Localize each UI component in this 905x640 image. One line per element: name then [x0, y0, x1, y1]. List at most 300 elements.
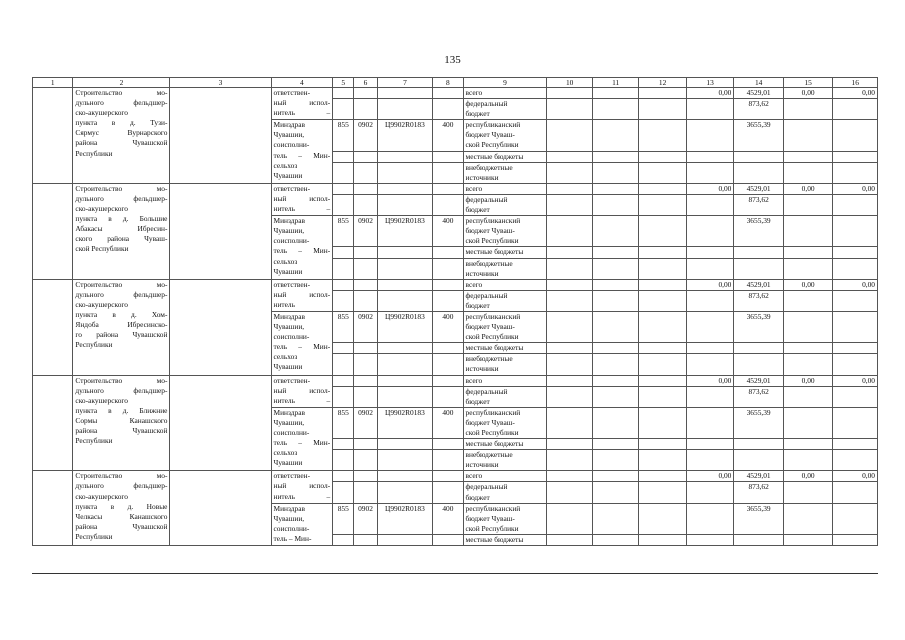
executor-line: соисполни- [273, 236, 310, 246]
code-rzpr [354, 471, 377, 482]
value-col10 [547, 386, 592, 407]
responsible-executor [271, 375, 333, 407]
description-line: ско-акушерского [75, 108, 128, 118]
value-col14: 3655,39 [734, 311, 784, 342]
value-col13 [686, 151, 734, 162]
executor-line: сельхоз [273, 256, 298, 266]
code-grbs [333, 247, 354, 258]
description-line: ской Республики [75, 244, 129, 254]
executor-line: ный испол- [273, 98, 331, 108]
executor-line: ответствен- [273, 279, 311, 289]
code-grbs [333, 439, 354, 450]
table-row [33, 375, 878, 386]
value-col13 [686, 450, 734, 471]
description-line: Строительство мо- [75, 88, 168, 97]
code-rzpr [354, 183, 377, 194]
value-col11 [592, 482, 638, 503]
value-col12 [639, 247, 687, 258]
code-grbs [333, 99, 354, 120]
executor-line: ный испол- [273, 481, 331, 491]
code-csr [377, 258, 433, 279]
responsible-executor [271, 279, 333, 311]
code-grbs [333, 534, 354, 545]
description-line: ско-акушерского [75, 204, 128, 214]
value-col12 [639, 482, 687, 503]
target-indicator-cell [170, 183, 271, 279]
value-col13 [686, 194, 734, 215]
code-grbs [333, 151, 354, 162]
row-number-cell [33, 471, 73, 546]
value-col14 [734, 162, 784, 183]
value-col16 [833, 534, 878, 545]
code-rzpr [354, 279, 377, 290]
value-col15 [783, 343, 833, 354]
value-col12 [639, 407, 687, 438]
code-rzpr [354, 482, 377, 503]
code-csr [377, 471, 433, 482]
code-csr [377, 247, 433, 258]
funding-source: внебюджетные источники [463, 258, 547, 279]
column-header: 14 [734, 78, 784, 88]
value-col12 [639, 216, 687, 247]
code-grbs [333, 88, 354, 99]
target-indicator-cell [170, 279, 271, 375]
value-col14 [734, 343, 784, 354]
value-col16 [833, 258, 878, 279]
value-col11 [592, 407, 638, 438]
value-col14 [734, 450, 784, 471]
value-col10 [547, 247, 592, 258]
funding-source: местные бюджеты [463, 343, 547, 354]
column-header: 13 [686, 78, 734, 88]
value-col13 [686, 354, 734, 375]
executor-line: сельхоз [273, 448, 298, 458]
table-row [33, 183, 878, 194]
responsible-executor [271, 88, 333, 120]
event-description [73, 88, 170, 184]
code-rzpr [354, 258, 377, 279]
executor-line: соисполни- [273, 140, 310, 150]
code-grbs [333, 279, 354, 290]
value-col16 [833, 247, 878, 258]
funding-source: внебюджетные источники [463, 450, 547, 471]
code-vr [433, 258, 463, 279]
code-rzpr: 0902 [354, 407, 377, 438]
value-col10 [547, 194, 592, 215]
executor-line: Минздрав [273, 407, 306, 417]
executor-line: сельхоз [273, 160, 298, 170]
code-vr [433, 194, 463, 215]
value-col14: 3655,39 [734, 407, 784, 438]
value-col12 [639, 258, 687, 279]
value-col10 [547, 503, 592, 534]
description-line: Челкасы Канашского [75, 511, 168, 521]
value-col16: 0,00 [833, 88, 878, 99]
code-csr: Ц9902R0183 [377, 311, 433, 342]
value-col12 [639, 279, 687, 290]
value-col11 [592, 343, 638, 354]
value-col16 [833, 194, 878, 215]
value-col13 [686, 99, 734, 120]
code-vr [433, 343, 463, 354]
funding-source: федеральный бюджет [463, 99, 547, 120]
page-number: 135 [444, 54, 461, 66]
funding-source: федеральный бюджет [463, 386, 547, 407]
executor-line: ный испол- [273, 193, 331, 203]
value-col11 [592, 194, 638, 215]
value-col14: 3655,39 [734, 120, 784, 151]
executor-line: ответствен- [273, 88, 311, 97]
column-header: 1 [33, 78, 73, 88]
column-header: 9 [463, 78, 547, 88]
target-indicator-cell [170, 88, 271, 184]
value-col12 [639, 354, 687, 375]
executor-line: нитель [273, 299, 295, 309]
code-grbs: 855 [333, 216, 354, 247]
description-line: района Чувашской [75, 426, 168, 435]
column-header: 5 [333, 78, 354, 88]
executor-line: нитель – [273, 204, 331, 214]
value-col13 [686, 258, 734, 279]
value-col16 [833, 99, 878, 120]
description-line: го района Чувашской [75, 330, 168, 340]
code-vr [433, 482, 463, 503]
value-col11 [592, 99, 638, 120]
table-body [33, 78, 878, 546]
code-vr [433, 290, 463, 311]
value-col15: 0,00 [783, 88, 833, 99]
code-grbs [333, 183, 354, 194]
executor-line: Минздрав [273, 216, 306, 226]
value-col11 [592, 450, 638, 471]
description-line: дульного фельдшер- [75, 98, 168, 108]
value-col11 [592, 216, 638, 247]
funding-source: республиканский бюджет Чуваш- ской Республики [463, 216, 547, 247]
value-col16: 0,00 [833, 183, 878, 194]
code-vr [433, 450, 463, 471]
description-line: Республики [75, 531, 113, 541]
executor-line: Минздрав [273, 503, 306, 513]
value-col16: 0,00 [833, 471, 878, 482]
executor-line: Чувашии, [273, 417, 305, 427]
row-number-cell [33, 88, 73, 184]
value-col13: 0,00 [686, 375, 734, 386]
value-col13 [686, 534, 734, 545]
value-col13 [686, 311, 734, 342]
value-col12 [639, 151, 687, 162]
description-line: Сярмус Вурнарского [75, 128, 168, 138]
code-vr: 400 [433, 503, 463, 534]
value-col13 [686, 482, 734, 503]
row-number-cell [33, 279, 73, 375]
value-col13 [686, 386, 734, 407]
value-col14 [734, 247, 784, 258]
code-vr: 400 [433, 311, 463, 342]
value-col10 [547, 439, 592, 450]
funding-source: республиканский бюджет Чуваш- ской Республики [463, 503, 547, 534]
code-grbs [333, 450, 354, 471]
description-line: пункта в д. Большие [75, 214, 168, 224]
description-line: Строительство мо- [75, 471, 168, 481]
column-header: 16 [833, 78, 878, 88]
funding-source: внебюджетные источники [463, 162, 547, 183]
value-col15 [783, 120, 833, 151]
code-csr [377, 450, 433, 471]
code-csr [377, 439, 433, 450]
description-line: ско-акушерского [75, 299, 128, 309]
executor-line: соисполни- [273, 523, 310, 533]
description-line: Строительство мо- [75, 279, 168, 289]
code-csr [377, 375, 433, 386]
code-grbs [333, 343, 354, 354]
funding-source: местные бюджеты [463, 439, 547, 450]
code-csr: Ц9902R0183 [377, 120, 433, 151]
value-col14 [734, 439, 784, 450]
funding-source: всего [463, 279, 547, 290]
value-col14: 873,62 [734, 194, 784, 215]
value-col13: 0,00 [686, 88, 734, 99]
value-col10 [547, 216, 592, 247]
executor-line: сельхоз [273, 352, 298, 362]
code-rzpr [354, 343, 377, 354]
value-col12 [639, 450, 687, 471]
value-col13: 0,00 [686, 183, 734, 194]
value-col16 [833, 120, 878, 151]
target-indicator-cell [170, 471, 271, 546]
executor-line: Чувашии [273, 170, 303, 180]
value-col10 [547, 534, 592, 545]
funding-source: всего [463, 88, 547, 99]
value-col15 [783, 534, 833, 545]
value-col14: 4529,01 [734, 88, 784, 99]
value-col11 [592, 183, 638, 194]
value-col11 [592, 375, 638, 386]
column-header: 11 [592, 78, 638, 88]
code-rzpr: 0902 [354, 120, 377, 151]
column-header: 12 [639, 78, 687, 88]
code-rzpr [354, 386, 377, 407]
description-line: Строительство мо- [75, 183, 168, 193]
value-col15 [783, 151, 833, 162]
code-grbs [333, 290, 354, 311]
code-vr [433, 88, 463, 99]
value-col15 [783, 503, 833, 534]
description-line: ско-акушерского [75, 395, 128, 405]
value-col13 [686, 162, 734, 183]
value-col11 [592, 311, 638, 342]
responsible-executor [271, 120, 333, 184]
code-grbs [333, 162, 354, 183]
funding-source: всего [463, 375, 547, 386]
column-header: 2 [73, 78, 170, 88]
code-rzpr: 0902 [354, 311, 377, 342]
value-col13 [686, 290, 734, 311]
value-col16 [833, 503, 878, 534]
executor-line: Чувашии, [273, 322, 305, 332]
value-col12 [639, 439, 687, 450]
column-header: 3 [170, 78, 271, 88]
value-col12 [639, 375, 687, 386]
funding-source: республиканский бюджет Чуваш- ской Республики [463, 120, 547, 151]
executor-line: тель – Мин- [273, 533, 312, 543]
executor-line: тель – Мин- [273, 438, 331, 448]
code-csr [377, 386, 433, 407]
value-col13: 0,00 [686, 279, 734, 290]
funding-source: всего [463, 471, 547, 482]
value-col14: 4529,01 [734, 183, 784, 194]
code-rzpr [354, 439, 377, 450]
code-grbs: 855 [333, 407, 354, 438]
code-rzpr [354, 162, 377, 183]
code-grbs [333, 258, 354, 279]
value-col16 [833, 311, 878, 342]
code-csr [377, 343, 433, 354]
code-csr [377, 534, 433, 545]
responsible-executor [271, 407, 333, 471]
code-csr [377, 183, 433, 194]
code-csr [377, 482, 433, 503]
event-description [73, 471, 170, 546]
value-col11 [592, 120, 638, 151]
value-col11 [592, 162, 638, 183]
value-col16 [833, 439, 878, 450]
value-col12 [639, 162, 687, 183]
code-grbs: 855 [333, 120, 354, 151]
executor-line: тель – Мин- [273, 150, 331, 160]
value-col16: 0,00 [833, 279, 878, 290]
funding-source: республиканский бюджет Чуваш- ской Республики [463, 407, 547, 438]
value-col12 [639, 343, 687, 354]
description-line: Сормы Канашского [75, 415, 168, 425]
executor-line: тель – Мин- [273, 342, 331, 352]
value-col15 [783, 386, 833, 407]
executor-line: Чувашии [273, 266, 303, 276]
value-col13 [686, 503, 734, 534]
value-col12 [639, 471, 687, 482]
value-col16 [833, 151, 878, 162]
code-vr [433, 183, 463, 194]
value-col14 [734, 151, 784, 162]
value-col16 [833, 162, 878, 183]
value-col11 [592, 247, 638, 258]
responsible-executor [271, 471, 333, 503]
value-col11 [592, 290, 638, 311]
value-col16 [833, 450, 878, 471]
budget-table [32, 77, 878, 546]
value-col16 [833, 216, 878, 247]
code-rzpr [354, 194, 377, 215]
executor-line: соисполни- [273, 428, 310, 437]
executor-line: Минздрав [273, 120, 306, 130]
code-vr [433, 151, 463, 162]
value-col15 [783, 247, 833, 258]
value-col16 [833, 354, 878, 375]
description-line: Строительство мо- [75, 375, 168, 385]
executor-line: Чувашии [273, 362, 303, 372]
value-col15 [783, 439, 833, 450]
value-col10 [547, 151, 592, 162]
code-vr [433, 162, 463, 183]
value-col12 [639, 534, 687, 545]
value-col14: 873,62 [734, 290, 784, 311]
value-col13 [686, 120, 734, 151]
value-col10 [547, 99, 592, 120]
value-col11 [592, 471, 638, 482]
value-col15 [783, 290, 833, 311]
value-col10 [547, 120, 592, 151]
description-line: ско-акушерского [75, 491, 128, 501]
value-col14: 4529,01 [734, 471, 784, 482]
code-csr [377, 290, 433, 311]
column-header: 10 [547, 78, 592, 88]
funding-source: федеральный бюджет [463, 194, 547, 215]
code-rzpr [354, 375, 377, 386]
code-rzpr: 0902 [354, 216, 377, 247]
description-line: Яндоба Ибресинско- [75, 320, 168, 330]
value-col10 [547, 88, 592, 99]
column-header: 15 [783, 78, 833, 88]
code-rzpr [354, 99, 377, 120]
target-indicator-cell [170, 375, 271, 471]
code-rzpr [354, 450, 377, 471]
responsible-executor [271, 503, 333, 545]
value-col11 [592, 354, 638, 375]
executor-line: ответствен- [273, 183, 311, 193]
description-line: пункта в д. Новые [75, 501, 168, 511]
code-rzpr: 0902 [354, 503, 377, 534]
value-col12 [639, 290, 687, 311]
code-vr [433, 386, 463, 407]
funding-source: федеральный бюджет [463, 482, 547, 503]
code-vr [433, 375, 463, 386]
value-col11 [592, 88, 638, 99]
executor-line: нитель – [273, 491, 331, 501]
value-col11 [592, 439, 638, 450]
code-rzpr [354, 88, 377, 99]
value-col11 [592, 258, 638, 279]
code-vr [433, 279, 463, 290]
table-row [33, 471, 878, 482]
value-col13 [686, 407, 734, 438]
executor-line: Минздрав [273, 311, 306, 321]
executor-line: ответствен- [273, 375, 311, 385]
executor-line: Чувашии, [273, 130, 305, 140]
value-col10 [547, 311, 592, 342]
code-rzpr [354, 151, 377, 162]
code-vr: 400 [433, 120, 463, 151]
value-col16 [833, 482, 878, 503]
value-col14: 873,62 [734, 482, 784, 503]
funding-source: местные бюджеты [463, 151, 547, 162]
value-col15: 0,00 [783, 183, 833, 194]
code-csr [377, 99, 433, 120]
value-col10 [547, 354, 592, 375]
value-col14: 873,62 [734, 99, 784, 120]
description-line: дульного фельдшер- [75, 193, 168, 203]
funding-source: внебюджетные источники [463, 354, 547, 375]
value-col15 [783, 216, 833, 247]
table-row [33, 88, 878, 99]
code-csr: Ц9902R0183 [377, 216, 433, 247]
table-row [33, 279, 878, 290]
value-col11 [592, 386, 638, 407]
value-col10 [547, 183, 592, 194]
value-col16 [833, 386, 878, 407]
value-col16: 0,00 [833, 375, 878, 386]
code-grbs [333, 386, 354, 407]
executor-line: ный испол- [273, 385, 331, 395]
responsible-executor [271, 216, 333, 280]
